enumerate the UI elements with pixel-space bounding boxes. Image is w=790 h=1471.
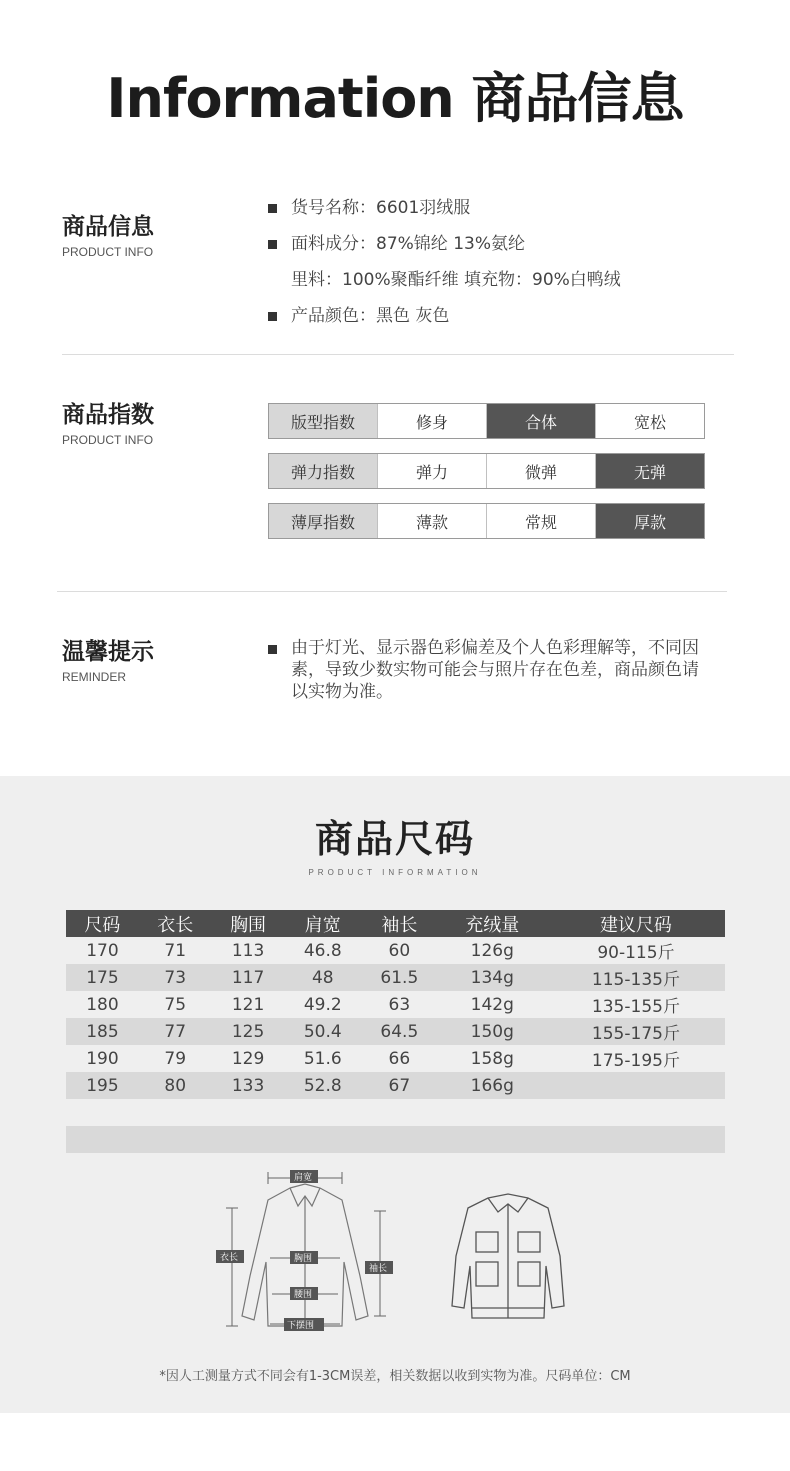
index-option-selected: 厚款	[595, 504, 704, 538]
size-table-header	[66, 910, 725, 937]
size-cell: 46.8	[303, 940, 342, 961]
size-col-header: 充绒量	[438, 910, 547, 937]
reminder-text: 由于灯光、显示器色彩偏差及个人色彩理解等，不同因素，导致少数实物可能会与照片存在色差，商品颜色请以实物为准。	[291, 638, 699, 702]
size-col-header: 尺码	[66, 910, 139, 937]
size-cell: 64.5	[361, 1018, 438, 1045]
size-cell: 63	[388, 994, 411, 1015]
square-bullet-icon	[268, 204, 277, 213]
size-cell: 170	[86, 940, 119, 961]
info-line-color	[268, 298, 748, 334]
reminder-block	[268, 637, 718, 703]
size-cell: 175-195斤	[591, 1051, 680, 1071]
size-table-row	[66, 1018, 725, 1045]
index-row-label: 弹力指数	[269, 454, 377, 488]
size-table	[66, 910, 725, 1099]
product-info-list	[268, 190, 748, 334]
size-col-header: 袖长	[361, 910, 438, 937]
size-cell: 166g	[438, 1072, 547, 1099]
index-row-label: 薄厚指数	[269, 504, 377, 538]
diagram-label-hem: 下摆围	[287, 1321, 315, 1331]
index-option: 修身	[377, 404, 486, 438]
index-option: 宽松	[595, 404, 704, 438]
size-cell: 135-155斤	[591, 997, 680, 1017]
index-option: 薄款	[377, 504, 486, 538]
page-title: Information 商品信息	[106, 67, 684, 130]
size-cell: 134g	[438, 964, 547, 991]
reminder-heading-en: REMINDER	[62, 670, 127, 684]
size-cell: 77	[139, 1018, 212, 1045]
size-col-header: 衣长	[139, 910, 212, 937]
size-table-row	[66, 937, 725, 964]
index-row-fit	[268, 403, 705, 439]
size-cell: 115-135斤	[547, 964, 725, 991]
gray-band	[66, 1126, 725, 1153]
size-cell: 67	[361, 1072, 438, 1099]
size-cell: 180	[86, 994, 119, 1015]
size-cell: 142g	[470, 994, 514, 1015]
index-option-selected: 无弹	[595, 454, 704, 488]
size-cell: 71	[164, 940, 187, 961]
size-cell: 51.6	[303, 1048, 342, 1069]
index-row-elasticity	[268, 453, 705, 489]
size-cell: 66	[388, 1048, 411, 1069]
size-cell: 60	[388, 940, 411, 961]
size-cell: 79	[164, 1048, 187, 1069]
size-table-row	[66, 1072, 725, 1099]
index-option: 常规	[486, 504, 595, 538]
product-info-heading-cn: 商品信息	[62, 214, 154, 240]
square-bullet-icon	[268, 240, 277, 249]
size-section	[0, 776, 790, 1413]
diagram-label-length: 衣长	[220, 1253, 239, 1263]
index-option-selected: 合体	[486, 404, 595, 438]
info-line-text: 里料：100%聚酯纤维 填充物：90%白鸭绒	[291, 270, 621, 290]
size-table-row	[66, 1045, 725, 1072]
product-index-heading	[62, 400, 154, 447]
diagram-label-shoulder: 肩宽	[294, 1173, 313, 1183]
section-divider	[57, 591, 727, 592]
size-title: 商品尺码	[314, 817, 475, 861]
info-line-text: 面料成分：87%锦纶 13%氨纶	[291, 234, 525, 254]
info-line-lining	[291, 262, 748, 298]
diagram-label-waist: 腰围	[294, 1290, 313, 1300]
measurement-diagram	[210, 1166, 400, 1341]
product-info-heading-en: PRODUCT INFO	[62, 245, 154, 259]
size-cell: 90-115斤	[597, 943, 675, 963]
size-table-row	[66, 991, 725, 1018]
size-cell: 50.4	[284, 1018, 361, 1045]
size-cell: 125	[212, 1018, 285, 1045]
info-line-item-number	[268, 190, 748, 226]
size-cell	[547, 1072, 725, 1099]
size-col-header: 胸围	[212, 910, 285, 937]
size-table-row	[66, 964, 725, 991]
index-row-thickness	[268, 503, 705, 539]
index-row-label: 版型指数	[269, 404, 377, 438]
size-cell: 75	[164, 994, 187, 1015]
info-line-text: 产品颜色：黑色 灰色	[291, 306, 450, 326]
square-bullet-icon	[268, 312, 277, 321]
size-cell: 158g	[470, 1048, 514, 1069]
size-cell: 52.8	[284, 1072, 361, 1099]
size-cell: 195	[66, 1072, 139, 1099]
square-bullet-icon	[268, 645, 277, 654]
info-line-fabric	[268, 226, 748, 262]
reminder-heading-cn: 温馨提示	[62, 639, 154, 665]
info-line-text: 货号名称：6601羽绒服	[291, 198, 471, 218]
size-cell: 80	[139, 1072, 212, 1099]
product-index-heading-cn: 商品指数	[62, 402, 154, 428]
diagram-label-sleeve: 袖长	[369, 1264, 388, 1274]
index-option: 弹力	[377, 454, 486, 488]
size-cell: 61.5	[361, 964, 438, 991]
size-cell: 49.2	[303, 994, 342, 1015]
size-cell: 121	[231, 994, 265, 1015]
size-cell: 150g	[438, 1018, 547, 1045]
size-cell: 129	[231, 1048, 265, 1069]
size-col-header: 肩宽	[284, 910, 361, 937]
reminder-heading	[62, 637, 154, 684]
size-subtitle: PRODUCT INFORMATION	[308, 868, 482, 877]
size-cell: 48	[284, 964, 361, 991]
index-table	[268, 403, 705, 553]
size-cell: 185	[66, 1018, 139, 1045]
size-col-header: 建议尺码	[547, 910, 725, 937]
product-info-heading	[62, 212, 154, 259]
size-cell: 113	[231, 940, 265, 961]
diagram-label-chest: 胸围	[294, 1254, 313, 1264]
index-option: 微弹	[486, 454, 595, 488]
size-cell: 126g	[470, 940, 514, 961]
size-cell: 190	[86, 1048, 119, 1069]
size-cell: 133	[212, 1072, 285, 1099]
jacket-sketch-icon	[448, 1186, 568, 1331]
size-cell: 175	[66, 964, 139, 991]
size-note: *因人工测量方式不同会有1-3CM误差，相关数据以收到实物为准。尺码单位：CM	[159, 1369, 631, 1384]
size-cell: 155-175斤	[547, 1018, 725, 1045]
size-cell: 117	[212, 964, 285, 991]
product-index-heading-en: PRODUCT INFO	[62, 433, 154, 447]
section-divider	[62, 354, 734, 355]
size-cell: 73	[139, 964, 212, 991]
